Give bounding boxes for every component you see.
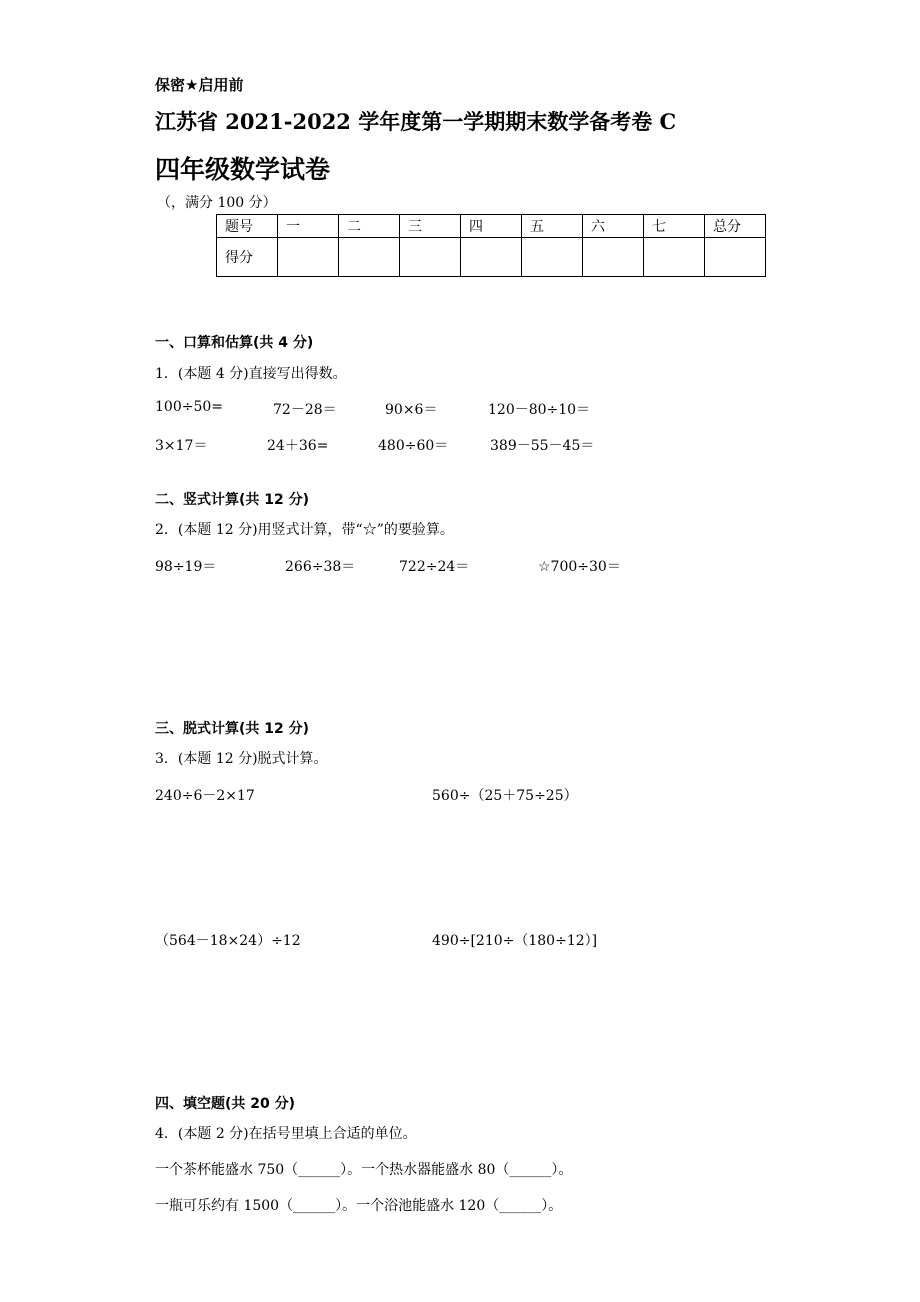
fill-blank-line: 一个茶杯能盛水 750（______）。一个热水器能盛水 80（______）。 [155,1162,573,1178]
score-header-cell: 一 [278,215,339,238]
confidential-label: 保密★启用前 [155,76,244,94]
score-table-header-row [217,215,766,238]
question-3-text: 3．(本题 12 分)脱式计算。 [155,751,328,767]
step-calc-item: （564－18×24）÷12 [155,933,301,949]
score-row-label: 得分 [217,238,278,277]
score-header-cell: 二 [339,215,400,238]
step-calc-item: 560÷（25＋75÷25） [432,788,578,804]
oral-calc-item: 3×17＝ [155,438,208,454]
score-blank-cell [278,238,339,277]
score-table [216,214,766,277]
full-score-note: （，满分 100 分） [157,195,277,211]
score-header-cell: 七 [644,215,705,238]
score-header-cell: 六 [583,215,644,238]
vertical-calc-item: 98÷19＝ [155,559,217,575]
score-blank-cell [400,238,461,277]
section-4-title: 四、填空题(共 20 分) [155,1096,296,1112]
vertical-calc-item: 722÷24＝ [399,559,470,575]
score-header-cell: 三 [400,215,461,238]
score-table-score-row [217,238,766,277]
step-calc-item: 240÷6－2×17 [155,788,255,804]
question-4-text: 4．(本题 2 分)在括号里填上合适的单位。 [155,1126,417,1142]
exam-subtitle: 四年级数学试卷 [155,155,331,184]
oral-calc-item: 72－28＝ [273,402,337,418]
question-2-text: 2．(本题 12 分)用竖式计算，带“☆”的要验算。 [155,522,454,538]
step-calc-item: 490÷[210÷（180÷12）] [432,933,598,949]
score-blank-cell [583,238,644,277]
exam-title: 江苏省 2021-2022 学年度第一学期期末数学备考卷 C [155,109,677,134]
score-blank-cell [644,238,705,277]
oral-calc-item: 480÷60＝ [378,438,449,454]
section-2-title: 二、竖式计算(共 12 分) [155,492,310,508]
score-blank-cell [705,238,766,277]
vertical-calc-item: ☆700÷30＝ [538,559,621,575]
section-3-title: 三、脱式计算(共 12 分) [155,721,310,737]
question-1-text: 1．(本题 4 分)直接写出得数。 [155,366,347,382]
oral-calc-item: 90×6＝ [385,402,438,418]
score-blank-cell [339,238,400,277]
fill-blank-line: 一瓶可乐约有 1500（______）。一个浴池能盛水 120（______）。 [155,1198,563,1214]
oral-calc-item: 100÷50= [155,399,223,415]
score-header-cell: 总分 [705,215,766,238]
oral-calc-item: 24＋36= [267,438,329,454]
oral-calc-item: 389－55－45＝ [490,438,595,454]
score-blank-cell [461,238,522,277]
score-blank-cell [522,238,583,277]
score-header-cell: 四 [461,215,522,238]
score-header-cell: 五 [522,215,583,238]
oral-calc-item: 120－80÷10＝ [488,402,591,418]
section-1-title: 一、口算和估算(共 4 分) [155,335,314,351]
vertical-calc-item: 266÷38＝ [285,559,356,575]
score-header-cell: 题号 [217,215,278,238]
